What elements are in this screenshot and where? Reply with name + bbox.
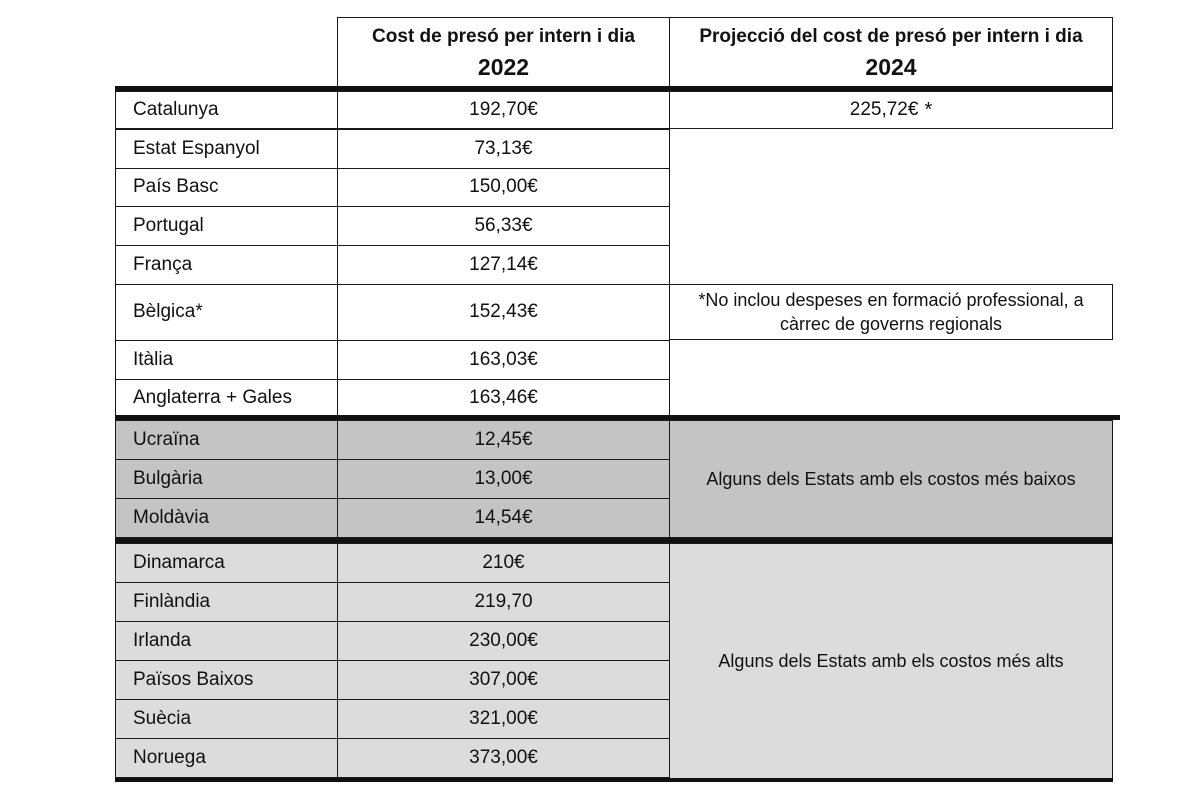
row-value-catalunya-2022: 192,70€ [337, 91, 670, 129]
header-separator-line [115, 86, 1113, 91]
lowest-row-name: Moldàvia [115, 498, 338, 538]
header-projection-2024 [669, 17, 1113, 86]
europe-row-value: 73,13€ [337, 129, 670, 169]
header-cost-2022 [337, 17, 670, 86]
lowest-row-value: 14,54€ [337, 498, 670, 538]
table-bottom-line [115, 778, 1113, 782]
footnote-belgica: *No inclou despeses en formació professional, a càrrec de governs regionals [669, 284, 1113, 340]
europe-row-value: 150,00€ [337, 168, 670, 207]
catalunya-projection-value: 225,72€ [849, 98, 919, 120]
europe-row-name: Itàlia [115, 340, 338, 380]
highest-row-value: 230,00€ [337, 621, 670, 661]
europe-row-value: 163,46€ [337, 379, 670, 418]
europe-row-value: 163,03€ [337, 340, 670, 380]
header-cost-2022-title: Cost de presó per intern i dia [372, 26, 635, 47]
header-projection-2024-year: 2024 [865, 54, 917, 80]
europe-row-value: 127,14€ [337, 245, 670, 285]
europe-row-name: Portugal [115, 206, 338, 246]
group-separator-line-1 [115, 415, 1120, 420]
highest-row-name: Dinamarca [115, 543, 338, 583]
row-name-catalunya: Catalunya [115, 91, 338, 129]
highest-row-name: Irlanda [115, 621, 338, 661]
lowest-row-name: Bulgària [115, 459, 338, 499]
europe-row-value: 56,33€ [337, 206, 670, 246]
asterisk-marker: * [924, 99, 933, 121]
highest-row-name: Finlàndia [115, 582, 338, 622]
highest-row-name: Suècia [115, 699, 338, 739]
europe-row-name: Bèlgica* [115, 284, 338, 341]
row-value-catalunya-2024 [669, 91, 1113, 129]
highest-row-name: Països Baixos [115, 660, 338, 700]
note-highest-cost: Alguns dels Estats amb els costos més alts [669, 543, 1113, 779]
europe-row-name: França [115, 245, 338, 285]
highest-row-value: 307,00€ [337, 660, 670, 700]
europe-row-name: País Basc [115, 168, 338, 207]
highest-row-value: 219,70 [337, 582, 670, 622]
highest-row-value: 373,00€ [337, 738, 670, 778]
lowest-row-name: Ucraïna [115, 420, 338, 460]
highest-row-name: Noruega [115, 738, 338, 778]
header-projection-2024-title: Projecció del cost de presó per intern i dia [699, 26, 1083, 47]
group-separator-line-2 [115, 538, 1113, 543]
note-lowest-cost: Alguns dels Estats amb els costos més baixos [669, 420, 1113, 538]
highest-row-value: 210€ [337, 543, 670, 583]
lowest-row-value: 13,00€ [337, 459, 670, 499]
europe-row-value: 152,43€ [337, 284, 670, 341]
header-cost-2022-year: 2022 [477, 54, 530, 80]
highest-row-value: 321,00€ [337, 699, 670, 739]
europe-row-name: Anglaterra + Gales [115, 379, 338, 418]
lowest-row-value: 12,45€ [337, 420, 670, 460]
europe-row-name: Estat Espanyol [115, 129, 338, 169]
